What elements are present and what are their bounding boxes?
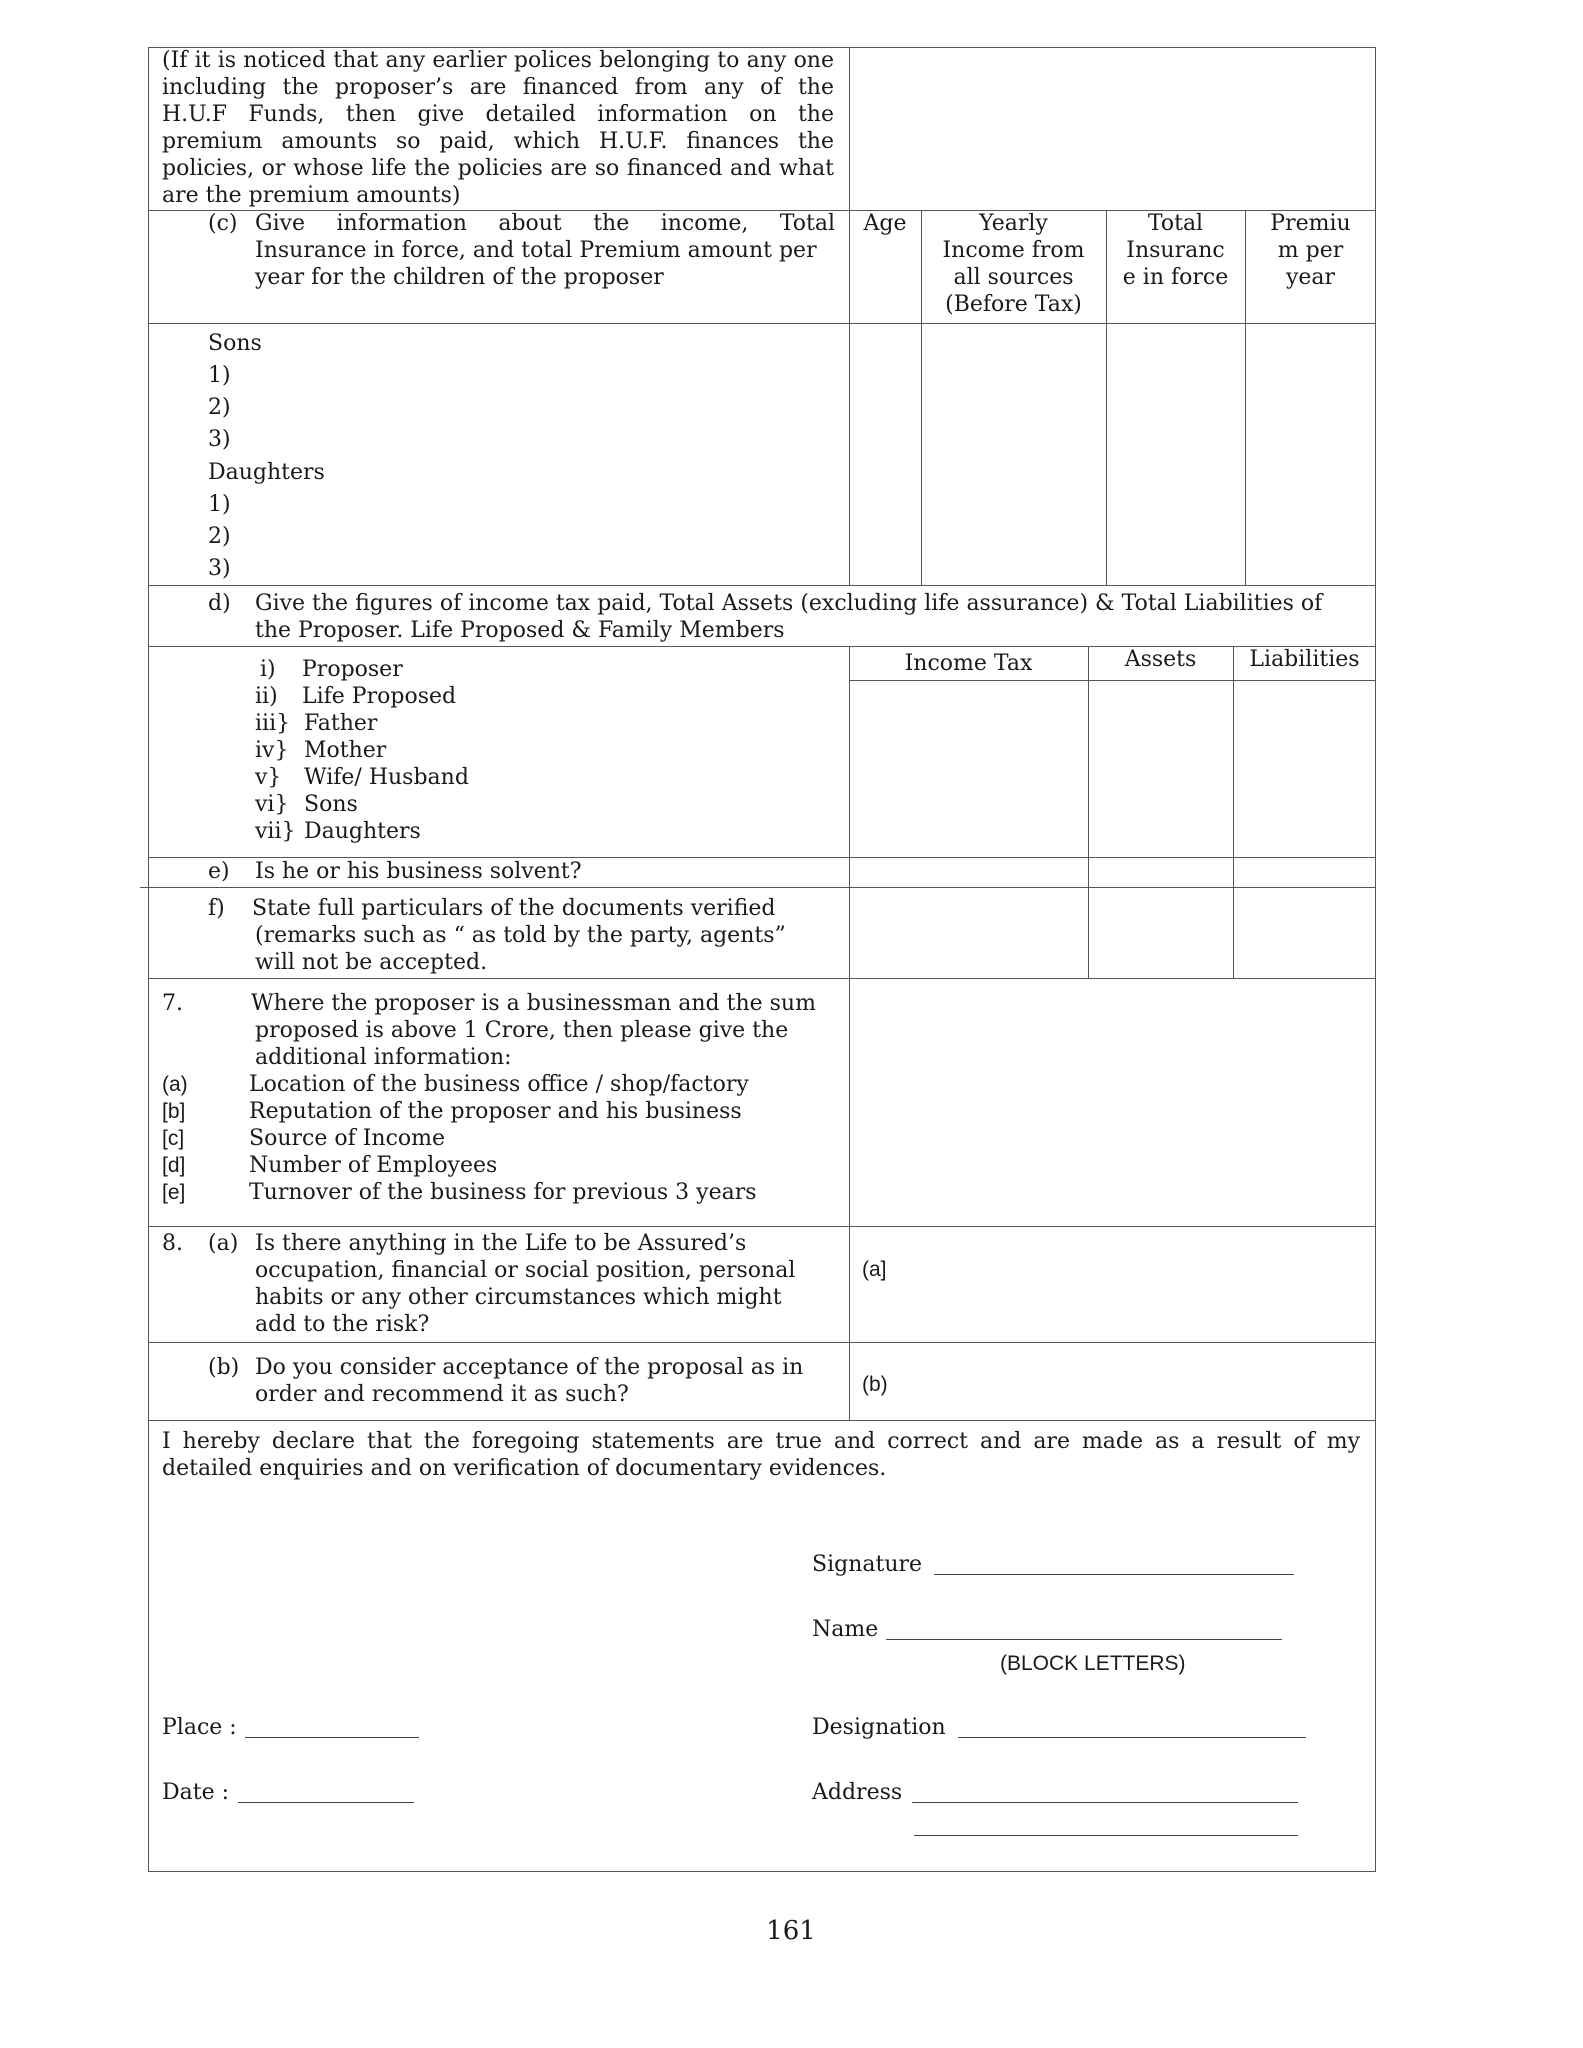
col-header-liabilities: Liabilities xyxy=(1249,647,1360,672)
row-divider xyxy=(148,585,1376,586)
list-item-number: [e] xyxy=(162,1181,186,1204)
question-f-text: (remarks such as “ as told by the party, agents” xyxy=(255,923,786,948)
row-divider xyxy=(140,887,1376,888)
list-item-number: (a) xyxy=(162,1073,188,1096)
question-8a-text: habits or any other circumstances which might xyxy=(255,1285,782,1310)
designation-line[interactable] xyxy=(958,1737,1306,1738)
col-divider xyxy=(849,47,850,585)
huf-intro-line: policies, or whose life the policies are so financed and what xyxy=(162,156,834,181)
row-divider xyxy=(148,1342,1376,1343)
col-header-income-tax: Income Tax xyxy=(904,651,1033,676)
list-item-number: i) xyxy=(260,657,276,682)
daughters-row-number: 2) xyxy=(208,524,231,549)
list-item-label: Mother xyxy=(304,738,387,763)
huf-intro-line: H.U.F Funds, then give detailed information on the xyxy=(162,102,834,127)
question-e-text: Is he or his business solvent? xyxy=(255,859,582,884)
col-divider xyxy=(1088,646,1089,978)
sons-row-number: 1) xyxy=(208,363,231,388)
row-divider xyxy=(148,1420,1376,1421)
question-e-label: e) xyxy=(208,859,230,884)
daughters-label: Daughters xyxy=(208,460,325,485)
question-7-text: additional information: xyxy=(255,1045,512,1070)
declaration-text: detailed enquiries and on verification of documentary evidences. xyxy=(162,1456,887,1481)
header-line: Total xyxy=(1147,211,1204,236)
header-line: e in force xyxy=(1122,265,1229,290)
address-label: Address xyxy=(812,1780,903,1805)
list-item-label: Sons xyxy=(304,792,358,817)
question-8a-text: add to the risk? xyxy=(255,1312,430,1337)
list-item-label: Reputation of the proposer and his business xyxy=(249,1099,742,1124)
question-8-number: 8. xyxy=(162,1231,183,1256)
list-item-number: iv} xyxy=(255,738,289,763)
list-item-number: [d] xyxy=(162,1154,186,1177)
question-7-text: Where the proposer is a businessman and the sum xyxy=(251,991,816,1016)
daughters-row-number: 1) xyxy=(208,492,231,517)
question-c-label: (c) xyxy=(208,211,238,236)
huf-intro-line: premium amounts so paid, which H.U.F. finances the xyxy=(162,129,834,154)
col-divider xyxy=(849,646,850,1420)
signature-label: Signature xyxy=(812,1552,923,1577)
answer-8b-marker: (b) xyxy=(862,1373,888,1396)
col-header-age: Age xyxy=(863,211,907,236)
list-item-number: ii) xyxy=(255,684,278,709)
question-f-label: f) xyxy=(208,896,225,921)
place-label: Place : xyxy=(162,1715,237,1740)
list-item-label: Proposer xyxy=(302,657,403,682)
col-divider xyxy=(1233,646,1234,978)
address-line[interactable] xyxy=(912,1802,1298,1803)
huf-intro-line: (If it is noticed that any earlier polices belonging to any one xyxy=(162,48,834,73)
name-label: Name xyxy=(812,1617,879,1642)
huf-intro-line: are the premium amounts) xyxy=(162,183,461,208)
header-line: year xyxy=(1285,265,1336,290)
header-line: m per xyxy=(1277,238,1344,263)
header-line: (Before Tax) xyxy=(945,292,1082,317)
list-item-number: [c] xyxy=(162,1127,185,1150)
question-8b-text: Do you consider acceptance of the proposal as in xyxy=(255,1355,804,1380)
place-line[interactable] xyxy=(245,1737,419,1738)
list-item-label: Father xyxy=(304,711,378,736)
sons-label: Sons xyxy=(208,331,262,356)
signature-line[interactable] xyxy=(934,1574,1294,1575)
list-item-label: Number of Employees xyxy=(249,1153,498,1178)
header-line: Yearly xyxy=(979,211,1048,236)
sons-row-number: 2) xyxy=(208,395,231,420)
list-item-label: Life Proposed xyxy=(302,684,457,709)
list-item-label: Wife/ Husband xyxy=(304,765,469,790)
question-f-text: will not be accepted. xyxy=(255,950,488,975)
col-header-assets: Assets xyxy=(1124,647,1197,672)
name-line[interactable] xyxy=(886,1639,1282,1640)
question-8a-text: Is there anything in the Life to be Assured’s xyxy=(255,1231,747,1256)
row-divider xyxy=(148,1226,1376,1227)
date-label: Date : xyxy=(162,1780,230,1805)
question-8a-label: (a) xyxy=(208,1231,239,1256)
list-item-label: Location of the business office / shop/factory xyxy=(249,1072,749,1097)
question-8b-label: (b) xyxy=(208,1355,240,1380)
header-line: Income from xyxy=(942,238,1085,263)
question-7-number: 7. xyxy=(162,991,183,1016)
question-c-text: year for the children of the proposer xyxy=(255,265,664,290)
declaration-text: I hereby declare that the foregoing statements are true and correct and are made as a result of my xyxy=(162,1429,1360,1454)
date-line[interactable] xyxy=(238,1802,414,1803)
huf-intro-line: including the proposer’s are financed from any of the xyxy=(162,75,834,100)
header-line: Insuranc xyxy=(1126,238,1225,263)
row-divider xyxy=(849,680,1376,681)
designation-label: Designation xyxy=(812,1715,946,1740)
daughters-row-number: 3) xyxy=(208,556,231,581)
list-item-label: Daughters xyxy=(304,819,421,844)
list-item-number: v} xyxy=(255,765,282,790)
question-c-text: Give information about the income, Total xyxy=(255,211,835,236)
answer-8a-marker: (a] xyxy=(862,1258,887,1281)
question-d-text: Give the figures of income tax paid, Total Assets (excluding life assurance) & Total Liabilities of xyxy=(255,591,1323,616)
row-divider xyxy=(148,323,1376,324)
list-item-number: [b] xyxy=(162,1100,186,1123)
question-d-label: d) xyxy=(208,591,231,616)
list-item-number: iii} xyxy=(255,711,291,736)
question-8b-text: order and recommend it as such? xyxy=(255,1382,629,1407)
header-line: all sources xyxy=(953,265,1074,290)
page-number: 161 xyxy=(766,1916,816,1946)
question-8a-text: occupation, financial or social position, personal xyxy=(255,1258,796,1283)
question-f-text: State full particulars of the documents verified xyxy=(252,896,776,921)
question-c-text: Insurance in force, and total Premium amount per xyxy=(255,238,817,263)
list-item-number: vi} xyxy=(255,792,289,817)
list-item-number: vii} xyxy=(255,819,296,844)
question-d-text: the Proposer. Life Proposed & Family Members xyxy=(255,618,785,643)
header-line: Premiu xyxy=(1270,211,1351,236)
list-item-label: Turnover of the business for previous 3 years xyxy=(249,1180,757,1205)
row-divider xyxy=(148,978,1376,979)
question-7-text: proposed is above 1 Crore, then please give the xyxy=(255,1018,789,1043)
list-item-label: Source of Income xyxy=(249,1126,446,1151)
block-letters-note: (BLOCK LETTERS) xyxy=(1000,1652,1186,1675)
address-line-2[interactable] xyxy=(914,1835,1298,1836)
sons-row-number: 3) xyxy=(208,427,231,452)
